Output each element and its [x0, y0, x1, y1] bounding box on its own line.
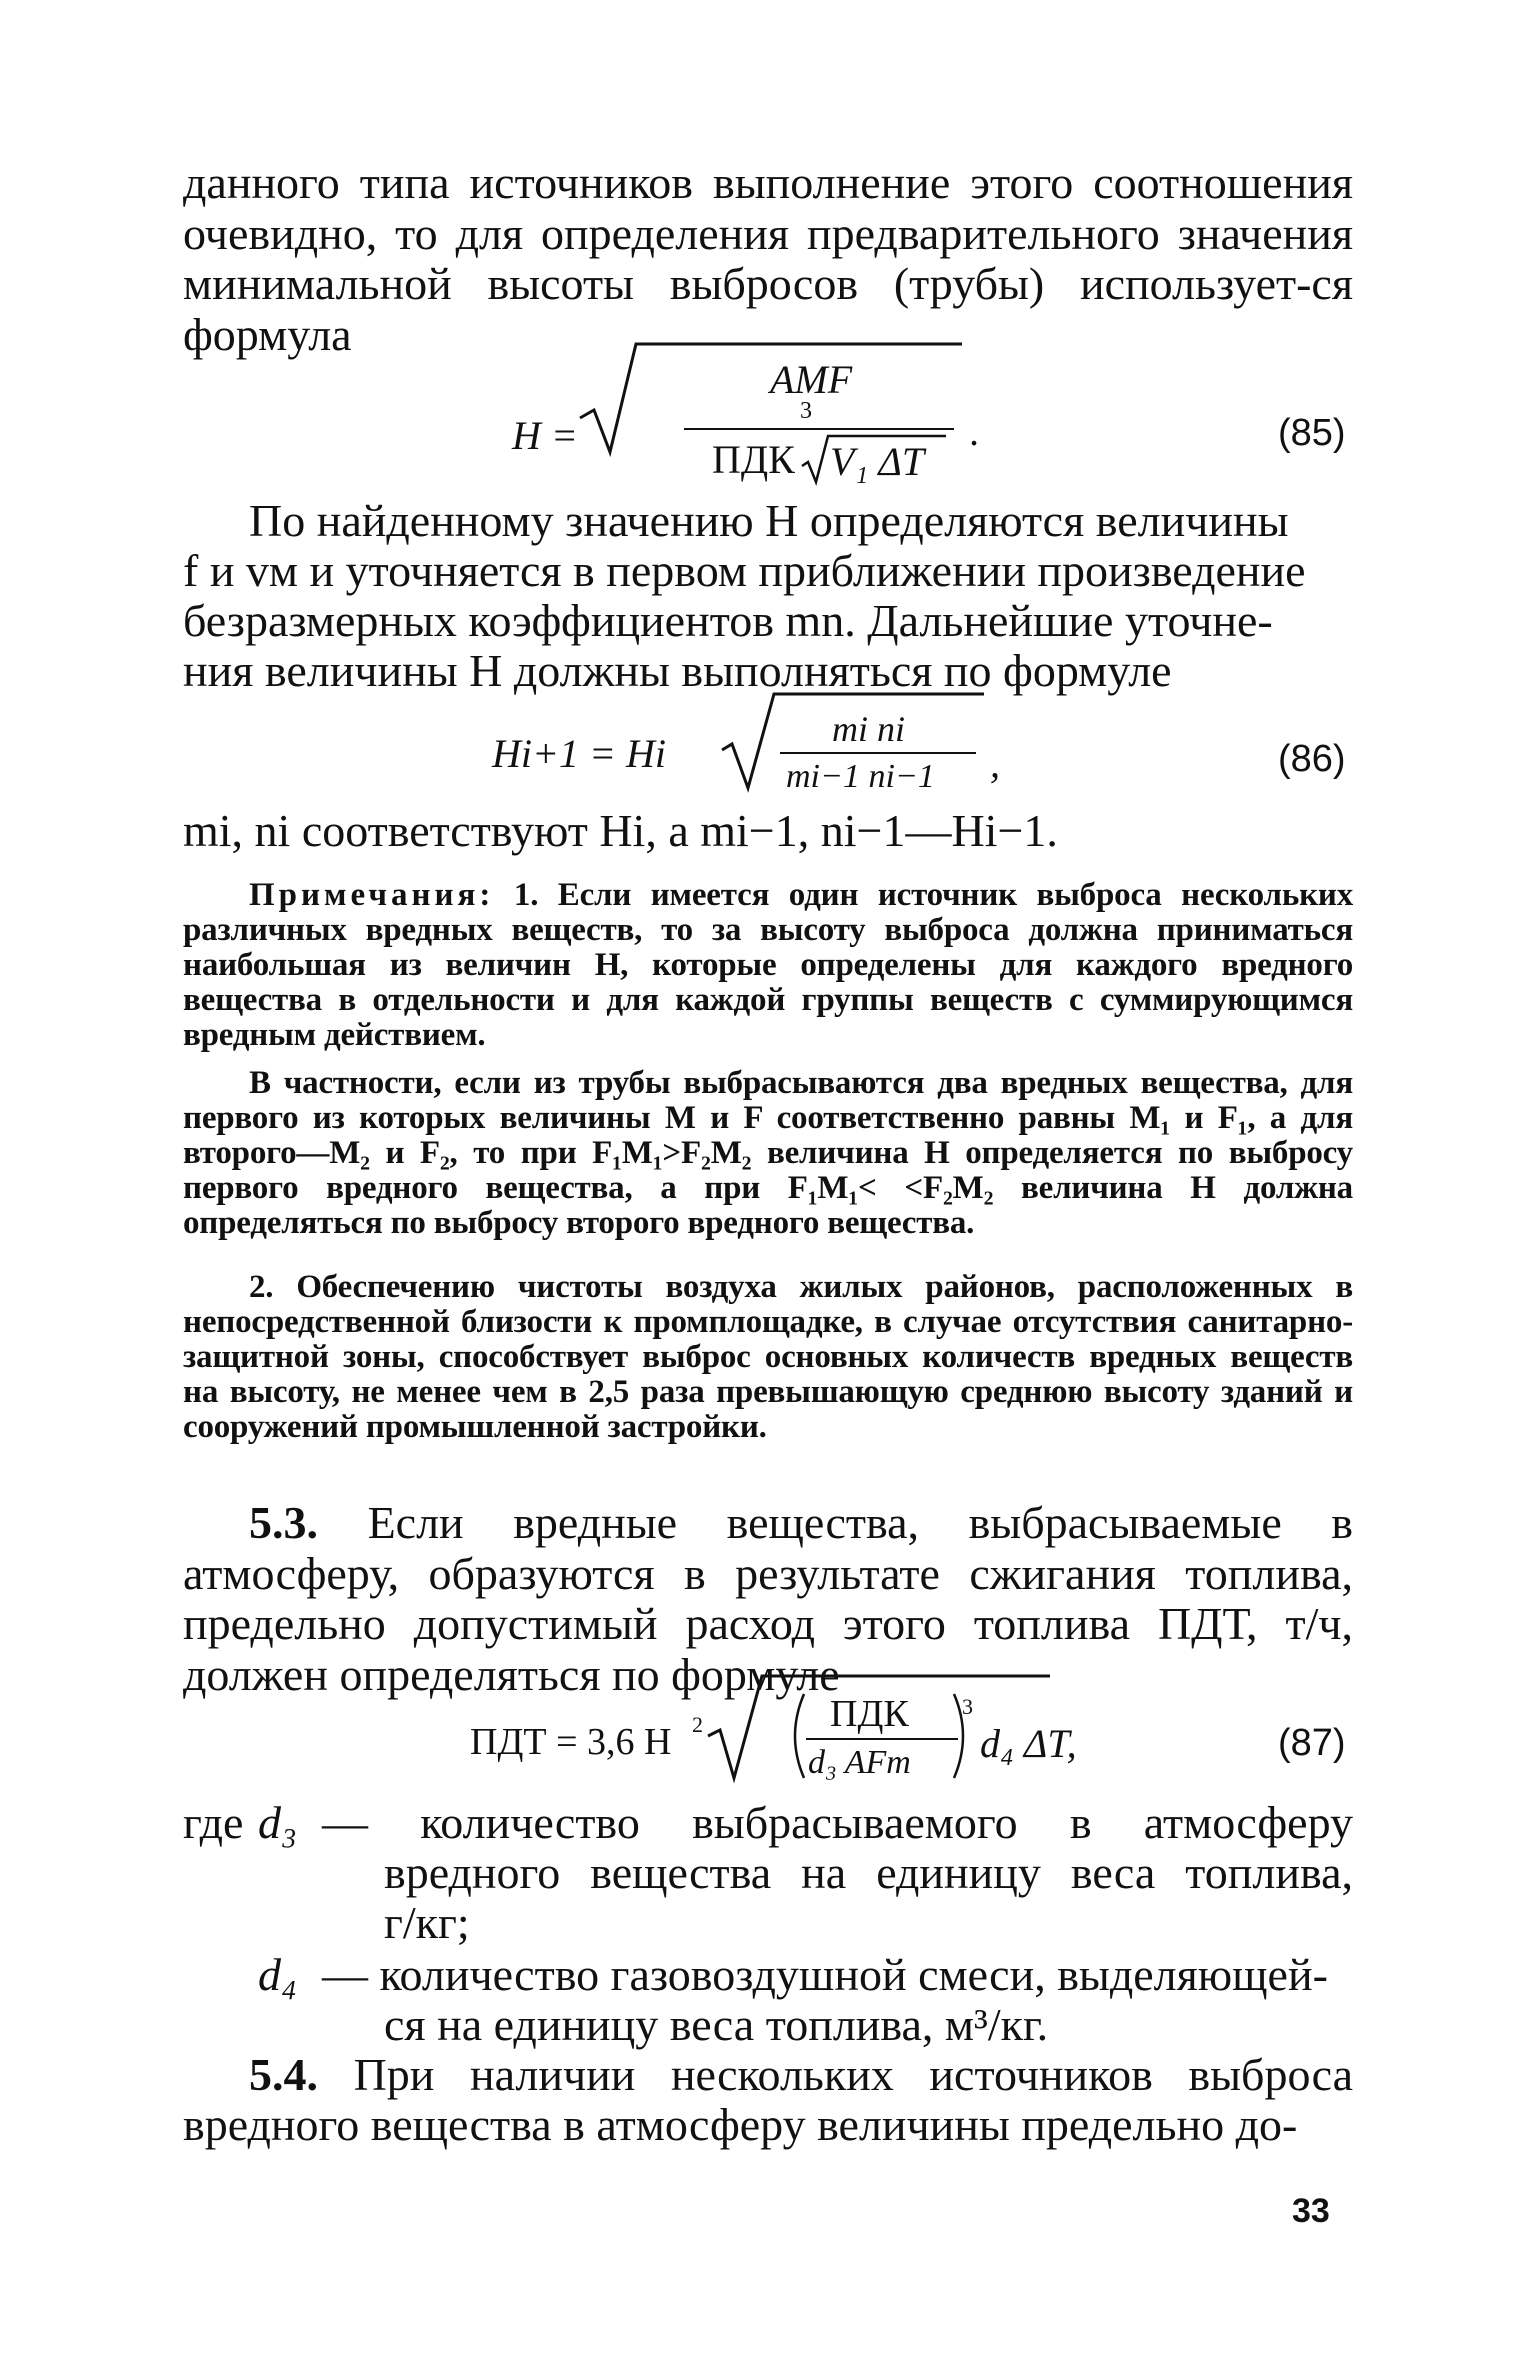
para85-line1: По найденному значению H определяются величины — [249, 495, 1289, 546]
def-d3-line2: вредного вещества на единицу веса топлива, — [384, 1847, 1353, 1898]
def-d3-line3: г/кг; — [384, 1897, 470, 1948]
section-5-3-number: 5.3. — [249, 1497, 318, 1548]
note-1 — [183, 878, 1353, 1053]
eq87-denominator: d₃ AFm — [808, 1744, 911, 1781]
correspondence-line: mi, ni соответствуют Hi, а mi−1, ni−1—Hi−1. — [183, 805, 1058, 856]
eq85-exponent: 3 — [800, 398, 812, 424]
para85-line4: ния величины H должны выполняться по формуле — [183, 645, 1172, 696]
def-d4-symbol: d₄ — [258, 1949, 297, 2000]
eq87-number: (87) — [1278, 1722, 1346, 1764]
note-2: 2. Обеспечению чистоты воздуха жилых районов, расположенных в непосредственной близости к промплощадке, в случае отсутствия санитарно-защитной зоны, способствует выброс основных количеств вредных веществ на высоту, не менее чем в 2,5 раза превышающую среднюю высоту зданий и сооружений промышленной застройки. — [183, 1269, 1353, 1445]
def-d3-symbol: d₃ — [258, 1797, 297, 1848]
def-d4-line2: ся на единицу веса топлива, м³/кг. — [384, 1999, 1049, 2050]
eq87-lhs-exp: 2 — [692, 1712, 703, 1737]
section-5-4-line1 — [183, 2050, 1353, 2101]
section-5-4-number: 5.4. — [249, 2049, 318, 2100]
eq87-numerator: ПДК — [830, 1693, 909, 1735]
eq86-numerator: mi ni — [832, 709, 906, 749]
def-d3-line1: — количество выбрасываемого в атмосферу — [322, 1797, 1353, 1848]
section-5-4-text1: При наличии нескольких источников выброса — [353, 2049, 1353, 2100]
def-d4-line1: — количество газовоздушной смеси, выделяющей- — [322, 1949, 1328, 2000]
eq86-tail: , — [990, 741, 1000, 786]
defs-where: где — [183, 1797, 244, 1848]
eq86-number: (86) — [1278, 738, 1346, 780]
eq86-fraction-bar — [780, 752, 976, 754]
page-number: 33 — [1292, 2192, 1330, 2230]
eq85-denominator-root: V₁ ΔT — [830, 439, 925, 484]
para85-line3: безразмерных коэффициентов mn. Дальнейшие уточне- — [183, 595, 1273, 646]
eq85-number: (85) — [1278, 412, 1346, 454]
section-5-4-line2: вредного вещества в атмосферу величины предельно до- — [183, 2099, 1298, 2150]
eq85-numerator: AMF — [770, 357, 853, 402]
intro-paragraph: данного типа источников выполнение этого соотношения очевидно, то для определения предварительного значения минимальной высоты выбросов (трубы) использует-ся формула — [183, 157, 1353, 360]
eq85-denominator: ПДК — [712, 437, 795, 482]
eq86-denominator: mi−1 ni−1 — [786, 758, 935, 795]
para85-line2: f и vм и уточняется в первом приближении произведение — [183, 545, 1306, 596]
eq86-lhs: Hi+1 = Hi — [492, 731, 666, 776]
notes-heading: Примечания: — [249, 877, 495, 913]
note-1b: В частности, если из трубы выбрасываются два вредных вещества, для первого из которых величины M и F соответственно равны M₁ и F₁, а для второго—M₂ и F₂, то при F₁M₁>F₂M₂ величина H определяется по выбросу первого вредного вещества, а при F₁M₁< <F₂M₂ величина H должна определяться по выбросу второго вредного вещества. — [183, 1065, 1353, 1241]
eq85-tail: . — [970, 409, 980, 454]
eq85-lhs: H = — [512, 413, 578, 458]
section-5-3 — [183, 1498, 1353, 1700]
eq87-exp: 3 — [962, 1694, 973, 1719]
eq87-lhs: ПДТ = 3,6 H — [470, 1721, 672, 1763]
eq87-fraction-bar — [806, 1738, 958, 1740]
section-5-3-text: Если вредные вещества, выбрасываемые в атмосферу, образуются в результате сжигания топлива, предельно допустимый расход этого топлива ПДТ, т/ч, должен определяться по формуле — [183, 1497, 1354, 1700]
eq85-fraction-bar — [684, 428, 954, 430]
eq87-tail: d₄ ΔT, — [980, 1721, 1077, 1766]
note-1-text: 1. Если имеется один источник выброса нескольких различных вредных веществ, то за высоту выброса должна приниматься наибольшая из величин H, которые определены для каждого вредного вещества в отдельности и для каждой группы веществ с суммирующимся вредным действием. — [183, 877, 1353, 1053]
